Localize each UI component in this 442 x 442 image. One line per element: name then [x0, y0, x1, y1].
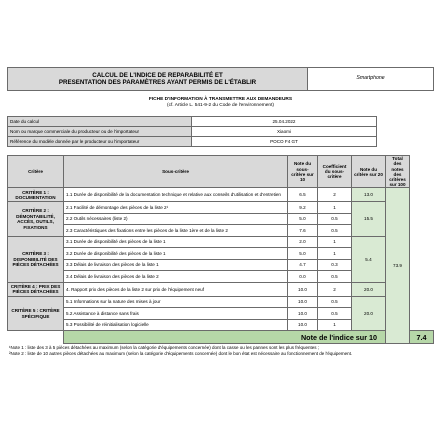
info-label-brand: Nom ou marque commerciale du producteur ou de l'importateur — [8, 127, 192, 137]
subcriterion-coef: 1 — [318, 248, 352, 260]
col-sous-critere: Sous-critère — [64, 156, 288, 188]
subcriterion-label: 5.1 Informations sur la nature des mises à jour — [64, 296, 288, 308]
score-table — [7, 155, 434, 344]
col-total: Total des notes des critères sur 100 — [386, 156, 410, 188]
subcriterion-note: 10.0 — [288, 282, 318, 296]
info-value-date: 25.04.2022 — [192, 117, 377, 127]
table-row — [8, 282, 434, 296]
subcriterion-note: 5.0 — [288, 213, 318, 225]
fiche-info — [7, 91, 434, 116]
subcriterion-note: 10.0 — [288, 308, 318, 320]
fiche-line-2: (cf. Article L. 541-9-2 du Code de l'environnement) — [166, 102, 275, 108]
info-table — [7, 116, 434, 147]
subcriterion-note: 4.7 — [288, 259, 318, 271]
title-line-1: CALCUL DE L'INDICE DE REPARABILITÉ ET — [92, 71, 223, 79]
subcriterion-label: 5.3 Possibilité de réinitialisation logicielle — [64, 319, 288, 331]
subcriterion-coef: 0.5 — [318, 225, 352, 237]
final-score-value: 7.4 — [410, 331, 434, 344]
subcriterion-label: 5.2 Assistance à distance sans frais — [64, 308, 288, 320]
criterion-2-name: CRITÈRE 2 : DÉMONTABILITÉ, ACCÈS, OUTILS, FIXATIONS — [8, 202, 64, 237]
subcriterion-label: 3.2 Durée de disponibilité des pièces de la liste 1 — [64, 248, 288, 260]
total-100: 73.9 — [386, 188, 410, 344]
subcriterion-coef: 1 — [318, 236, 352, 248]
criterion-5-name: CRITÈRE 5 : CRITÈRE SPÉCIFIQUE — [8, 296, 64, 331]
subcriterion-label: 2.1 Facilité de démontage des pièces de la liste 2¹ — [64, 202, 288, 214]
subcriterion-coef: 1 — [318, 202, 352, 214]
subcriterion-label: 2.3 Caractéristiques des fixations entre les pièces de la liste 1ère et de la liste 2 — [64, 225, 288, 237]
criterion-4-name: CRITÈRE 4 : PRIX DES PIÈCES DÉTACHÉES — [8, 282, 64, 296]
col-note-sous: Note du sous-critère sur 10 — [288, 156, 318, 188]
info-value-model: POCO F4 GT — [192, 137, 377, 147]
subcriterion-label: 3.4 Délais de livraison des pièces de la liste 2 — [64, 271, 288, 283]
table-row — [8, 296, 434, 308]
subcriterion-coef: 0.5 — [318, 213, 352, 225]
criterion-3-score: 5.4 — [352, 236, 386, 282]
col-coef: Coefficient du sous-critère — [318, 156, 352, 188]
info-value-brand: Xiaomi — [192, 127, 377, 137]
subcriterion-coef: 0.3 — [318, 259, 352, 271]
subcriterion-coef: 1 — [318, 319, 352, 331]
subcriterion-note: 10.0 — [288, 319, 318, 331]
final-score-label: Note de l'indice sur 10 — [64, 331, 386, 344]
criterion-1-name: CRITÈRE 1 : DOCUMENTATION — [8, 188, 64, 202]
criterion-2-score: 15.5 — [352, 202, 386, 237]
table-row — [8, 202, 434, 214]
subcriterion-label: 1.1 Durée de disponibilité de la documentation technique et relative aux conseils d'utilisation et d'entretien — [64, 188, 288, 202]
fiche-line-1: FICHE D'INFORMATION À TRANSMETTRE AUX DEMANDEURS — [148, 97, 293, 102]
subcriterion-note: 0.0 — [288, 271, 318, 283]
title-line-2: PRESENTATION DES PARAMÈTRES AYANT PERMIS DE L'ÉTABLIR — [58, 79, 257, 86]
table-row — [8, 188, 434, 202]
subcriterion-note: 2.0 — [288, 236, 318, 248]
subcriterion-coef: 0.5 — [318, 271, 352, 283]
info-label-date: Date du calcul — [8, 117, 192, 127]
subcriterion-coef: 0.5 — [318, 308, 352, 320]
criterion-4-score: 20.0 — [352, 282, 386, 296]
subcriterion-note: 7.6 — [288, 225, 318, 237]
subcriterion-note: 9.2 — [288, 202, 318, 214]
header-table — [7, 67, 434, 91]
table-row — [8, 236, 434, 248]
subcriterion-coef: 2 — [318, 282, 352, 296]
subcriterion-note: 10.0 — [288, 296, 318, 308]
subcriterion-note: 6.5 — [288, 188, 318, 202]
subcriterion-coef: 2 — [318, 188, 352, 202]
criterion-1-score: 13.0 — [352, 188, 386, 202]
subcriterion-coef: 0.5 — [318, 296, 352, 308]
subcriterion-label: 3.1 Durée de disponibilité des pièces de la liste 1 — [64, 236, 288, 248]
col-note-crit: Note du critère sur 20 — [352, 156, 386, 188]
repairability-sheet — [7, 67, 434, 357]
footnote-2: ²Note 2 : liste de 10 autres pièces détachées au maximum (selon la catégorie d'équipements concernée) dont le bon état est nécessaire au fonctionnement de l'équipement. — [9, 350, 353, 356]
score-table-header — [8, 156, 434, 188]
subcriterion-label: 2.2 Outils nécessaires (liste 2) — [64, 213, 288, 225]
subcriterion-label: 3.3 Délais de livraison des pièces de la liste 1 — [64, 259, 288, 271]
subcriterion-note: 5.0 — [288, 248, 318, 260]
subcriterion-label: 4. Rapport prix des pièces de la liste 2 sur prix de l'équipement neuf — [64, 282, 288, 296]
footnotes — [7, 344, 434, 357]
criterion-5-score: 20.0 — [352, 296, 386, 331]
col-critere: Critère — [8, 156, 64, 188]
criterion-3-name: CRITÈRE 3 : DISPONIBILITÉ DES PIÈCES DÉTACHÉES — [8, 236, 64, 282]
product-category: Smartphone — [308, 68, 434, 91]
final-score-row — [8, 331, 434, 344]
sheet-title — [8, 68, 308, 91]
footnote-1: ¹Note 1 : liste des 3 à 5 pièces détachées au maximum (selon la catégorie d'équipements concernée) dont la casse ou les pannes sont les plus fréquentes ; — [9, 345, 320, 351]
info-label-model: Référence du modèle donnée par le producteur ou l'importateur — [8, 137, 192, 147]
